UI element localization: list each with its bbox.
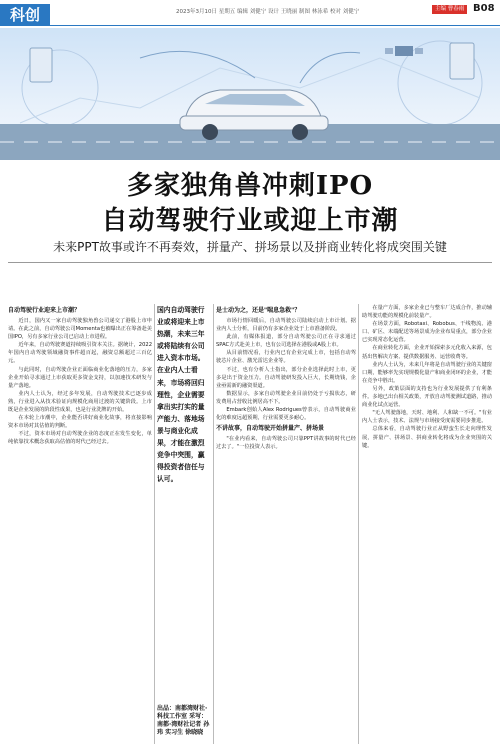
- pull-quote: 国内自动驾驶行业或将迎来上市热潮，未来三年或将陆续有公司进入资本市场。在业内人士看来，市场将回归理性，企业需要拿出实打实的量产能力、落地场景与商业化成果，才能在激烈竞争中突围，赢得投资者信任与认可。: [157, 306, 205, 484]
- paragraph: 在场景方面，Robotaxi、Robobus、干线物流、港口、矿区、末端配送等场景成为企业布局重点，部分企业已实现常态化运营。: [362, 321, 492, 344]
- paragraph: 与此同时，自动驾驶企业正面临商业化落地的压力，多家企业开始寻求通过上市获取更多资金支持，以加速技术研发与量产落地。: [8, 366, 152, 389]
- article-column-3: [216, 304, 356, 744]
- column-divider: [358, 304, 359, 744]
- col3-heading-2: 不讲故事，自动驾驶开始拼量产、拼场景: [216, 425, 325, 433]
- paragraph: 在量产方面，多家企业已与整车厂达成合作，推动辅助驾驶功能的规模化前装量产。: [362, 305, 492, 320]
- paragraph: 不过，资本市场对自动驾驶企业的态度正在发生变化，单纯依靠技术概念获取高估值的时代已经过去。: [8, 431, 152, 446]
- article-column-4: [362, 304, 492, 744]
- paragraph: 总体来看，自动驾驶行业正从野蛮生长走向理性发展，拼量产、拼场景、拼商业转化将成为企业突围的关键。: [362, 426, 492, 449]
- paragraph: 数据显示，多家自动驾驶企业目前仍处于亏损状态，研发费用占营收比例居高不下。: [216, 390, 356, 405]
- paragraph: 另外，政策层面的支持也为行业发展提供了有利条件。多地已出台相关政策，开放自动驾驶测试道路，推动商业化试点运营。: [362, 385, 492, 409]
- paragraph: 在商业转化方面，企业开始探索多元化收入来源，包括出售解决方案、提供数据服务、运营收费等。: [362, 345, 492, 360]
- paragraph: 业内人士认为，未来几年将是自动驾驶行业的关键窗口期，能够率先实现规模化量产和商业闭环的企业，才能在竞争中胜出。: [362, 361, 492, 384]
- paragraph: 从目前情况看，行业内已有企业完成上市，包括自动驾驶芯片企业、激光雷达企业等。: [216, 350, 356, 365]
- section-tab: 科创: [0, 4, 50, 26]
- paragraph: 此前，有媒体报道，部分自动驾驶公司正在寻求通过SPAC方式赴美上市，也有公司选择在港股或A股上市。: [216, 334, 356, 349]
- paragraph: 不过，也有分析人士指出，部分企业选择此时上市，更多是出于资金压力。自动驾驶研发投入巨大，长期烧钱，企业亟需新的融资渠道。: [216, 366, 356, 389]
- hero-illustration: [0, 28, 500, 160]
- col3-heading-1: 是士动为之，还是"喘息急救"？: [216, 307, 301, 314]
- paragraph: 近日，国内又一家自动驾驶独角兽公司递交了港股上市申请。在此之前，自动驾驶公司Momenta也被曝出正在筹备赴美国IPO，另有多家行业公司已启动上市进程。: [8, 318, 152, 341]
- paragraph: 业内人士认为，经过多年发展，自动驾驶技术已逐步成熟，行业进入从技术验证向规模化商用过渡的关键阶段。上市既是企业发展的阶段性成果，也是行业洗牌的开始。: [8, 390, 152, 414]
- paragraph: Embark创始人Alex Rodrigues曾表示，自动驾驶商业化的难度远超预期，行业需要更多耐心。: [216, 407, 356, 422]
- paragraph: "在业内看来，自动驾驶公司只靠PPT讲故事的时代已经过去了。"一位投资人表示。: [216, 436, 356, 451]
- hero-graphic: [0, 28, 500, 160]
- subtitle: 未来PPT故事或许不再奏效，拼量产、拼场景以及拼商业转化将成突围关键: [53, 240, 447, 254]
- issue-info: 2023年3月10日 星期五 编辑 刘健宁 设计 王晓丽 制图 林泳希 校对 刘健宁: [176, 9, 360, 15]
- byline-credit: 出品：南都湾财社·科技工作室 采写：南都·湾财社记者 孙玮 实习生 徐晓晓: [157, 705, 210, 736]
- headline-line-1: 多家独角兽冲刺IPO: [126, 171, 374, 201]
- title-divider: [8, 262, 492, 263]
- paragraph: 近年来，自动驾驶赛道持续吸引资本关注。据统计，2022年国内自动驾驶领域融资事件超百起，融资总额超过三百亿元。: [8, 342, 152, 365]
- column-divider: [213, 304, 214, 744]
- article-column-1: [8, 304, 152, 744]
- paragraph: "无人驾驶落地，天时、地利、人和缺一不可。"有业内人士表示，技术、法规与市场接受度需要同步推进。: [362, 410, 492, 425]
- page-number: B08: [473, 3, 495, 14]
- paragraph: 市场行情回暖后，自动驾驶公司陆续启动上市计划。据业内人士分析，目前仍有多家企业处于上市准备阶段。: [216, 318, 356, 333]
- header-divider: [0, 25, 500, 26]
- column-divider: [154, 304, 155, 744]
- paragraph: 在本轮上市潮中，企业能否讲好商业化故事，将直接影响资本市场对其估值的判断。: [8, 415, 152, 430]
- col1-heading: 自动驾驶行业迎来上市潮？: [8, 307, 81, 314]
- headline-line-2: 自动驾驶行业或迎上市潮: [101, 206, 399, 236]
- editor-badge: 主编 曹春雨: [432, 5, 467, 14]
- page-header: [0, 0, 500, 26]
